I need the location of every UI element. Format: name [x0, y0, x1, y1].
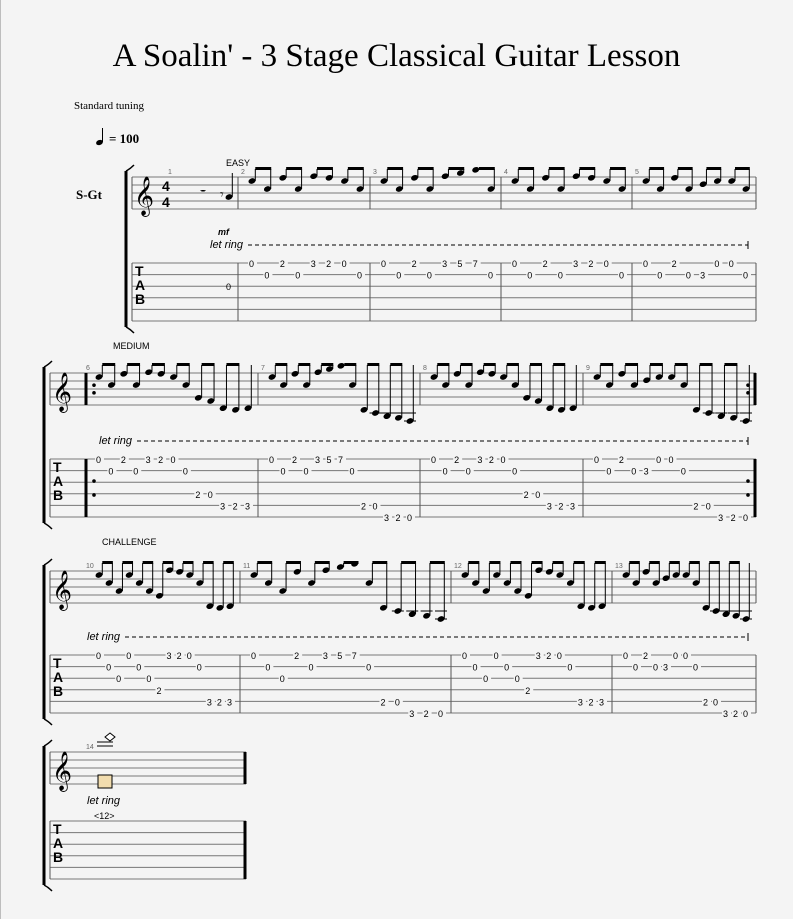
- tab-fret-number: 0: [504, 662, 510, 673]
- note-beam: [202, 363, 215, 366]
- tab-fret-number: 0: [426, 270, 432, 281]
- note-beam: [669, 561, 680, 564]
- tab-fret-number: 3: [227, 697, 233, 708]
- tab-fret-number: 0: [196, 662, 202, 673]
- tab-fret-number: 3: [409, 709, 415, 719]
- tab-fret-number: 0: [535, 489, 541, 500]
- system-bracket-hook: [126, 165, 134, 171]
- tab-fret-number: 0: [207, 489, 213, 500]
- note-beam: [595, 561, 606, 564]
- note-beam: [152, 363, 165, 366]
- tab-fret-number: 2: [326, 259, 332, 269]
- time-signature-top: 4: [162, 178, 170, 194]
- section-label: CHALLENGE: [102, 537, 157, 547]
- note-beam: [286, 167, 302, 170]
- note-beam: [226, 363, 239, 366]
- tab-fret-number: 3: [442, 259, 448, 269]
- tab-fret-number: 0: [714, 259, 720, 269]
- note-beam: [468, 561, 479, 564]
- tab-fret-number: 5: [337, 651, 343, 661]
- measure-number: 12: [454, 563, 462, 570]
- tab-fret-number: 0: [743, 513, 749, 523]
- note-beam: [553, 363, 565, 366]
- note-beam: [203, 561, 214, 564]
- tab-fret-number: 0: [603, 259, 609, 269]
- tab-fret-number: 7: [472, 259, 478, 269]
- tab-fret-number: 0: [493, 651, 499, 661]
- tab-fret-number: 5: [457, 259, 463, 269]
- tab-fret-number: 3: [384, 513, 390, 523]
- tab-fret-number: 0: [357, 270, 363, 281]
- measure-number: 13: [615, 563, 623, 570]
- tab-fret-number: 0: [249, 259, 255, 269]
- note-beam: [286, 561, 301, 564]
- tab-fret-number: 3: [663, 662, 669, 673]
- note-beam: [724, 363, 737, 366]
- tab-fret-number: 2: [488, 455, 494, 465]
- note-beam: [629, 561, 640, 564]
- tab-fret-number: 0: [465, 466, 471, 477]
- note-beam: [518, 167, 534, 170]
- repeat-dot: [92, 383, 96, 387]
- track-name: S-Gt: [76, 187, 102, 202]
- tab-fret-number: 2: [120, 455, 126, 465]
- note-beam: [579, 167, 595, 170]
- tab-clef-letter: T: [53, 821, 62, 837]
- tab-fret-number: 0: [653, 662, 659, 673]
- tab-fret-number: 0: [136, 662, 142, 673]
- tab-clef-letter: B: [53, 849, 64, 865]
- measure-number: 2: [241, 169, 245, 176]
- score-title: A Soalin' - 3 Stage Classical Guitar Lesson: [112, 38, 681, 74]
- tab-fret-number: 0: [170, 455, 176, 465]
- tab-fret-number: 0: [705, 501, 711, 512]
- let-ring-label: let ring: [87, 795, 121, 807]
- tab-fret-number: 0: [631, 466, 637, 477]
- tab-clef-letter: A: [53, 835, 64, 851]
- tab-fret-number: 2: [525, 685, 531, 696]
- tab-fret-number: 0: [146, 674, 152, 685]
- tab-fret-number: 0: [442, 466, 448, 477]
- measure-number: 9: [586, 365, 590, 372]
- tab-fret-number: 2: [693, 501, 699, 512]
- tab-clef-letter: T: [135, 263, 144, 279]
- tab-fret-number: 0: [527, 270, 533, 281]
- tab-fret-number: 2: [395, 513, 401, 523]
- system-bracket-hook: [126, 327, 134, 333]
- tab-clef-letter: A: [53, 669, 64, 685]
- note-beam: [675, 363, 688, 366]
- tab-clef-letter: B: [53, 683, 64, 699]
- tab-fret-number: 0: [431, 455, 437, 465]
- note-beam: [700, 363, 713, 366]
- note-beam: [625, 363, 638, 366]
- note-beam: [401, 561, 416, 564]
- tab-fret-number: 2: [733, 709, 739, 719]
- treble-clef-icon: 𝄞: [52, 571, 73, 609]
- tab-fret-number: 0: [567, 662, 573, 673]
- tab-fret-number: 2: [423, 709, 429, 719]
- measure-number: 1: [168, 169, 172, 176]
- tab-fret-number: 3: [718, 513, 724, 523]
- tab-fret-number: 2: [523, 489, 529, 500]
- note-beam: [678, 167, 693, 170]
- note-beam: [530, 363, 542, 366]
- note-beam: [255, 167, 271, 170]
- tab-clef-letter: T: [53, 655, 62, 671]
- tab-fret-number: 2: [643, 651, 649, 661]
- treble-clef-icon: 𝄞: [134, 177, 155, 215]
- tab-fret-number: 2: [216, 697, 222, 708]
- dynamic-marking: mf: [218, 227, 229, 237]
- measure-number: 11: [243, 563, 251, 570]
- note-beam: [437, 363, 449, 366]
- note-beam: [143, 561, 154, 564]
- tab-fret-number: 2: [588, 697, 594, 708]
- tab-fret-number: 0: [96, 651, 102, 661]
- tab-fret-number: 0: [683, 651, 689, 661]
- tab-fret-number: 0: [594, 455, 600, 465]
- note-beam: [507, 363, 519, 366]
- measure-number: 3: [373, 169, 377, 176]
- tab-fret-number: 2: [279, 259, 285, 269]
- tab-fret-number: 0: [226, 282, 232, 293]
- tab-fret-number: 0: [643, 259, 649, 269]
- measure-number: 6: [86, 365, 90, 372]
- treble-clef-icon: 𝄞: [52, 373, 73, 411]
- tab-fret-number: 0: [512, 466, 518, 477]
- note-beam: [298, 363, 310, 366]
- repeat-dot: [746, 493, 750, 497]
- tab-fret-number: 0: [372, 501, 378, 512]
- note-beam: [315, 561, 330, 564]
- note-beam: [102, 363, 115, 366]
- tab-fret-number: 0: [303, 466, 309, 477]
- tab-fret-number: 2: [294, 651, 300, 661]
- tab-fret-number: 2: [546, 651, 552, 661]
- note-beam: [418, 167, 434, 170]
- tab-fret-number: 2: [703, 697, 709, 708]
- tab-fret-number: 3: [643, 466, 649, 477]
- tab-fret-number: 0: [264, 270, 270, 281]
- tab-fret-number: 0: [488, 270, 494, 281]
- tab-fret-number: 0: [673, 651, 679, 661]
- note-beam: [177, 363, 190, 366]
- tab-fret-number: 0: [366, 662, 372, 673]
- tab-fret-number: 2: [618, 455, 624, 465]
- measure-number: 7: [261, 365, 265, 372]
- note-beam: [650, 363, 663, 366]
- tab-fret-number: 2: [380, 697, 386, 708]
- note-beam: [489, 561, 500, 564]
- note-beam: [183, 561, 194, 564]
- repeat-dot: [92, 391, 96, 395]
- tab-fret-number: 7: [338, 455, 344, 465]
- tab-fret-number: 2: [730, 513, 736, 523]
- tab-fret-number: 3: [315, 455, 321, 465]
- note-beam: [460, 363, 472, 366]
- note-beam: [163, 561, 174, 564]
- let-ring-label: let ring: [99, 435, 133, 447]
- tab-fret-number: 3: [477, 455, 483, 465]
- tab-fret-number: 2: [454, 455, 460, 465]
- tab-fret-number: 0: [512, 259, 518, 269]
- tab-fret-number: 0: [514, 674, 520, 685]
- note-beam: [735, 167, 750, 170]
- tab-fret-number: 0: [556, 651, 562, 661]
- tab-fret-number: 2: [588, 259, 594, 269]
- tab-fret-number: 2: [411, 259, 417, 269]
- tab-fret-number: 2: [671, 259, 677, 269]
- system-bracket-hook: [44, 523, 52, 529]
- tab-fret-number: 0: [280, 466, 286, 477]
- note-beam: [709, 561, 720, 564]
- note-beam: [689, 561, 700, 564]
- system-bracket-hook: [44, 361, 52, 367]
- tab-fret-number: 0: [126, 651, 132, 661]
- tab-fret-number: 0: [500, 455, 506, 465]
- note-beam: [367, 363, 379, 366]
- tab-fret-number: 0: [743, 709, 749, 719]
- system-bracket-hook: [44, 885, 52, 891]
- tab-fret-number: 3: [322, 651, 328, 661]
- tab-fret-number: 0: [279, 674, 285, 685]
- tab-fret-number: 0: [619, 270, 625, 281]
- tab-fret-number: 0: [728, 259, 734, 269]
- note-beam: [600, 363, 613, 366]
- tab-fret-number: 0: [381, 259, 387, 269]
- tab-fret-number: 0: [106, 662, 112, 673]
- system-bracket-hook: [44, 559, 52, 565]
- tab-fret-number: 0: [396, 270, 402, 281]
- tab-clef-letter: B: [135, 291, 146, 307]
- note-beam: [479, 167, 495, 170]
- tab-fret-number: 2: [158, 455, 164, 465]
- eighth-rest-icon: 𝄾: [220, 186, 224, 202]
- tab-fret-number: 0: [713, 697, 719, 708]
- tab-fret-number: 5: [326, 455, 332, 465]
- note-beam: [706, 167, 721, 170]
- let-ring-label: let ring: [210, 239, 244, 251]
- repeat-dot: [92, 493, 96, 497]
- tab-fret-number: 0: [462, 651, 468, 661]
- note-beam: [344, 561, 359, 564]
- note-beam: [127, 363, 140, 366]
- tab-fret-number: 3: [700, 270, 706, 281]
- tab-fret-number: 2: [542, 259, 548, 269]
- tab-fret-number: 0: [108, 466, 114, 477]
- tab-fret-number: 0: [483, 674, 489, 685]
- note-beam: [574, 561, 585, 564]
- note-beam: [317, 167, 333, 170]
- measure-number: 5: [635, 169, 639, 176]
- tab-fret-number: 0: [394, 697, 400, 708]
- treble-clef-icon: 𝄞: [52, 752, 73, 790]
- tab-clef-letter: A: [135, 277, 146, 293]
- tab-fret-number: 0: [269, 455, 275, 465]
- note-beam: [430, 561, 445, 564]
- note-beam: [390, 363, 402, 366]
- tab-fret-number: 0: [438, 709, 444, 719]
- tab-fret-number: 0: [623, 651, 629, 661]
- tab-fret-number: 0: [182, 466, 188, 477]
- tab-fret-number: 3: [535, 651, 541, 661]
- tab-fret-number: 3: [546, 501, 552, 512]
- tab-fret-number: 3: [145, 455, 151, 465]
- tab-fret-number: 0: [341, 259, 347, 269]
- tab-fret-number: 2: [176, 651, 182, 661]
- section-label: EASY: [226, 158, 251, 168]
- note-beam: [102, 561, 113, 564]
- tab-fret-number: 0: [116, 674, 122, 685]
- tempo-value: = 100: [109, 131, 140, 146]
- let-ring-label: let ring: [87, 631, 121, 643]
- tuning-label: Standard tuning: [74, 100, 144, 112]
- tab-fret-number: 0: [472, 662, 478, 673]
- measure-number: 10: [86, 563, 94, 570]
- time-signature-bottom: 4: [162, 194, 170, 210]
- tab-fret-number: 2: [195, 489, 201, 500]
- note-beam: [275, 363, 287, 366]
- measure-number: 14: [86, 744, 94, 751]
- tab-clef-letter: B: [53, 487, 64, 503]
- section-label: MEDIUM: [113, 341, 150, 351]
- tab-fret-number: 3: [723, 709, 729, 719]
- note-beam: [122, 561, 133, 564]
- harmonic-notehead-icon: [105, 733, 115, 741]
- note-beam: [257, 561, 272, 564]
- note-beam: [348, 167, 364, 170]
- tab-fret-number: 3: [166, 651, 172, 661]
- tab-fret-number: 0: [685, 270, 691, 281]
- note-beam: [387, 167, 403, 170]
- note-beam: [729, 561, 740, 564]
- tab-fret-number: 0: [251, 651, 257, 661]
- note-beam: [610, 167, 626, 170]
- tab-fret-number: 2: [156, 685, 162, 696]
- note-beam: [223, 561, 234, 564]
- tab-fret-number: 3: [570, 501, 576, 512]
- fermata-box: [98, 775, 112, 788]
- tab-fret-number: 3: [573, 259, 579, 269]
- tab-fret-number: 0: [657, 270, 663, 281]
- tab-fret-number: 0: [349, 466, 355, 477]
- measure-number: 4: [504, 169, 508, 176]
- tab-fret-number: 0: [743, 270, 749, 281]
- tab-fret-number: 0: [606, 466, 612, 477]
- note-beam: [321, 363, 333, 366]
- tab-fret-number: 3: [577, 697, 583, 708]
- tab-fret-number: 2: [232, 501, 238, 512]
- note-beam: [549, 167, 565, 170]
- system-bracket-hook: [44, 740, 52, 746]
- tab-fret-number: 7: [351, 651, 357, 661]
- tab-fret-number: 2: [292, 455, 298, 465]
- tab-fret-number: 3: [206, 697, 212, 708]
- harmonic-fret-label: <12>: [94, 811, 115, 821]
- note-beam: [372, 561, 387, 564]
- tab-fret-number: 3: [599, 697, 605, 708]
- note-beam: [484, 363, 496, 366]
- note-beam: [553, 561, 564, 564]
- tab-fret-number: 0: [133, 466, 139, 477]
- tab-fret-number: 0: [265, 662, 271, 673]
- tab-clef-letter: T: [53, 459, 62, 475]
- tab-fret-number: 0: [680, 466, 686, 477]
- system-bracket-hook: [44, 719, 52, 725]
- repeat-dot: [92, 479, 96, 483]
- tab-fret-number: 3: [310, 259, 316, 269]
- note-beam: [344, 363, 356, 366]
- tab-fret-number: 0: [96, 455, 102, 465]
- note-beam: [448, 167, 464, 170]
- tab-fret-number: 0: [557, 270, 563, 281]
- repeat-dot: [746, 479, 750, 483]
- tab-fret-number: 0: [407, 513, 413, 523]
- tab-fret-number: 0: [295, 270, 301, 281]
- tab-fret-number: 2: [558, 501, 564, 512]
- note-beam: [532, 561, 543, 564]
- tab-fret-number: 0: [656, 455, 662, 465]
- tab-fret-number: 0: [308, 662, 314, 673]
- tab-fret-number: 3: [220, 501, 226, 512]
- tab-fret-number: 2: [361, 501, 367, 512]
- note-beam: [510, 561, 521, 564]
- tab-clef-letter: A: [53, 473, 64, 489]
- measure-number: 8: [423, 365, 427, 372]
- note-beam: [649, 167, 664, 170]
- tab-fret-number: 0: [633, 662, 639, 673]
- note-beam: [649, 561, 660, 564]
- tab-fret-number: 0: [668, 455, 674, 465]
- tab-fret-number: 0: [693, 662, 699, 673]
- tab-fret-number: 0: [186, 651, 192, 661]
- whole-rest-icon: 𝄻: [200, 186, 207, 203]
- tab-fret-number: 3: [245, 501, 251, 512]
